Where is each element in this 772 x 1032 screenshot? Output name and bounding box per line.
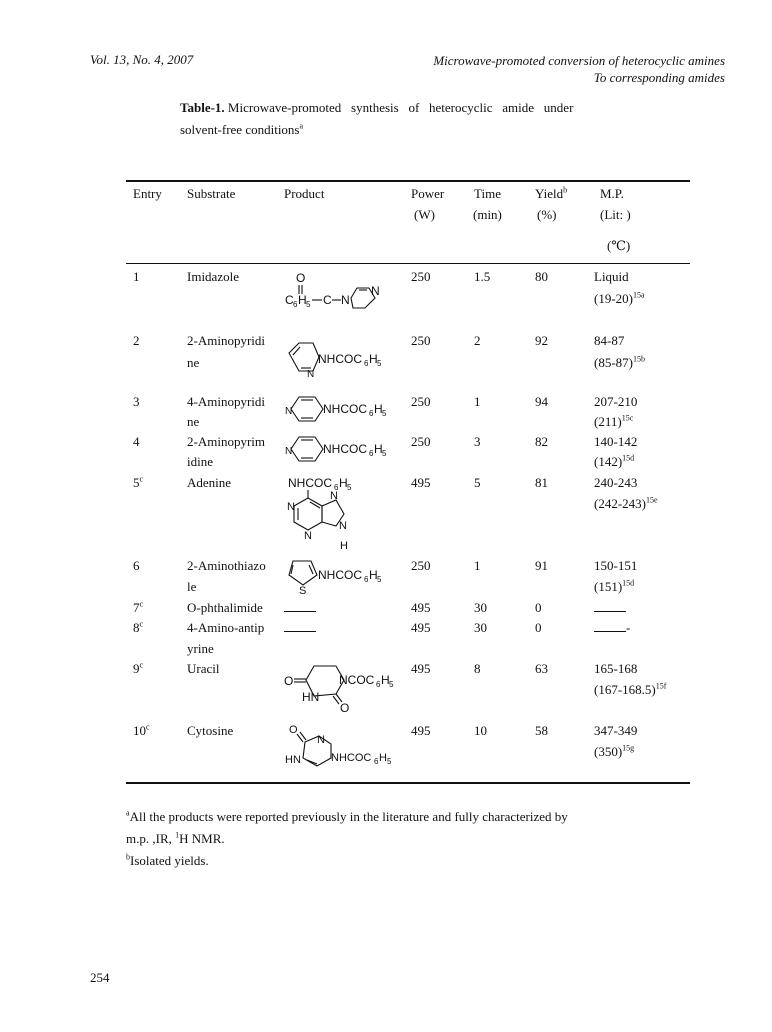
row7-entry-num: 7 <box>133 600 140 615</box>
row10-mp-lit <box>594 742 634 762</box>
footnote-a-mark: a <box>126 808 130 818</box>
row3-mp-lit <box>594 412 633 432</box>
struct10-n-label: N <box>317 734 325 746</box>
struct9-sub5: 5 <box>389 680 394 689</box>
row4-yield: 82 <box>535 434 548 449</box>
col-header-power-unit: (W) <box>414 207 435 222</box>
row9-mp-ref: 15f <box>655 681 667 691</box>
product-structure-5 <box>284 474 384 552</box>
row7-time: 30 <box>474 600 487 615</box>
row1-substrate: Imidazole <box>187 269 239 284</box>
row4-entry: 4 <box>133 434 140 449</box>
row8-substrate: 4-Amino-antip <box>187 620 265 635</box>
row8-mp-dash: - <box>626 620 631 635</box>
running-header-title-line1: Microwave-promoted conversion of heterocyclic amines <box>433 53 725 68</box>
row5-mp: 240-243 <box>594 475 638 490</box>
row6-substrate: 2-Aminothiazo <box>187 558 266 573</box>
row6-mp-lit-text: (151) <box>594 579 623 594</box>
row10-entry-mark: c <box>146 722 150 732</box>
row3-substrate-cont: ne <box>187 414 200 429</box>
struct5-nhcoc-label: NHCOC <box>288 476 332 490</box>
struct5-h-label: H <box>339 476 348 490</box>
struct10-nhcoc-label: NHCOC <box>331 752 372 764</box>
struct9-o1-label: O <box>284 674 294 688</box>
row8-substrate-cont: yrine <box>187 641 214 656</box>
col-header-mp: M.P. <box>600 186 624 201</box>
col-header-yield-mark: b <box>563 185 568 195</box>
row7-substrate: O-phthalimide <box>187 600 263 615</box>
struct1-h-label: H <box>298 293 307 307</box>
col-header-yield <box>535 184 567 204</box>
row3-time: 1 <box>474 394 481 409</box>
struct5-n1-label: N <box>287 501 295 513</box>
row9-power: 495 <box>411 661 431 676</box>
row10-mp: 347-349 <box>594 723 638 738</box>
struct6-s-label: S <box>299 585 307 597</box>
product-structure-4 <box>285 433 415 467</box>
row8-entry-mark: c <box>139 619 144 629</box>
row6-time: 1 <box>474 558 481 573</box>
row2-substrate: 2-Aminopyridi <box>187 333 265 348</box>
row1-time: 1.5 <box>474 269 491 284</box>
struct3-nhcoc-label: NHCOC <box>323 402 367 416</box>
row3-mp-lit-text: (211) <box>594 414 622 429</box>
row1-mp-lit <box>594 289 645 309</box>
col-header-time: Time <box>474 186 501 201</box>
footnote-a-text: All the products were reported previously in the literature and fully characterized by <box>129 809 568 824</box>
struct4-sub5: 5 <box>382 449 387 458</box>
struct1-sub5: 5 <box>306 300 311 309</box>
footnote-a-text2-post: H NMR. <box>179 831 225 846</box>
struct9-h-label: H <box>381 673 390 687</box>
col-header-power: Power <box>411 186 445 201</box>
row8-entry <box>133 618 143 638</box>
struct1-carbonyl-label: C <box>323 293 332 307</box>
struct2-nhcoc-label: NHCOC <box>318 352 362 366</box>
row2-substrate-cont: ne <box>187 355 200 370</box>
struct10-sub6: 6 <box>374 757 379 766</box>
running-header-right <box>433 52 725 86</box>
row4-mp-lit-text: (142) <box>594 454 623 469</box>
caption-line2 <box>180 119 612 141</box>
row3-power: 250 <box>411 394 431 409</box>
row4-substrate: 2-Aminopyrim <box>187 434 265 449</box>
row7-power: 495 <box>411 600 431 615</box>
struct5-sub5: 5 <box>347 483 352 492</box>
col-header-mp-lit: (Lit: ) <box>600 207 631 222</box>
row1-mp-lit-text: (19-20) <box>594 291 633 306</box>
row6-substrate-cont: le <box>187 579 197 594</box>
running-header-left: Vol. 13, No. 4, 2007 <box>90 52 194 67</box>
struct1-sub6: 6 <box>293 300 298 309</box>
row4-mp: 140-142 <box>594 434 638 449</box>
caption-line1 <box>180 97 612 119</box>
struct3-h-label: H <box>374 402 383 416</box>
row10-yield: 58 <box>535 723 548 738</box>
table-caption <box>180 97 612 141</box>
struct5-n3-label: N <box>304 530 312 542</box>
row4-substrate-cont: idine <box>187 454 213 469</box>
row7-yield: 0 <box>535 600 542 615</box>
struct4-sub6: 6 <box>369 449 374 458</box>
struct10-o-label: O <box>289 724 298 736</box>
struct6-sub5: 5 <box>377 575 382 584</box>
row6-mp-lit <box>594 577 634 597</box>
struct4-h-label: H <box>374 442 383 456</box>
product-structure-2 <box>285 335 415 379</box>
row5-mp-ref: 15e <box>646 495 658 505</box>
struct6-sub6: 6 <box>364 575 369 584</box>
row8-power: 495 <box>411 620 431 635</box>
col-header-entry: Entry <box>133 186 162 201</box>
row7-product-blank <box>284 598 316 618</box>
row9-entry <box>133 659 143 679</box>
row9-mp-lit-text: (167-168.5) <box>594 682 656 697</box>
col-header-yield-text: Yield <box>535 186 564 201</box>
row9-yield: 63 <box>535 661 548 676</box>
row3-mp-ref: 15c <box>621 413 634 423</box>
struct3-sub6: 6 <box>369 409 374 418</box>
struct1-o-label: O <box>296 271 306 285</box>
struct1-c-label: C <box>285 293 294 307</box>
row9-entry-mark: c <box>139 660 144 670</box>
product-structure-10 <box>285 722 415 770</box>
row9-substrate: Uracil <box>187 661 220 676</box>
struct2-h-label: H <box>369 352 378 366</box>
row5-entry-num: 5 <box>133 475 140 490</box>
caption-text-line2: solvent-free conditions <box>180 122 300 137</box>
row5-mp-lit-text: (242-243) <box>594 496 646 511</box>
row1-mp: Liquid <box>594 269 629 284</box>
row3-yield: 94 <box>535 394 548 409</box>
row5-entry-mark: c <box>139 474 144 484</box>
row10-substrate: Cytosine <box>187 723 234 738</box>
row2-power: 250 <box>411 333 431 348</box>
table-top-rule <box>126 180 690 182</box>
row6-mp-ref: 15d <box>622 578 635 588</box>
struct6-h-label: H <box>369 568 378 582</box>
footnote-a <box>126 806 568 828</box>
footnote-a-cont <box>126 828 225 850</box>
struct2-n-label: N <box>307 369 315 380</box>
row10-mp-ref: 15g <box>622 743 635 753</box>
row5-yield: 81 <box>535 475 548 490</box>
row3-mp: 207-210 <box>594 394 638 409</box>
row8-time: 30 <box>474 620 487 635</box>
row5-power: 495 <box>411 475 431 490</box>
row8-product-blank <box>284 618 316 638</box>
row10-time: 10 <box>474 723 487 738</box>
row1-power: 250 <box>411 269 431 284</box>
table-bottom-rule <box>126 782 690 784</box>
caption-text-line1: Microwave-promoted synthesis of heterocyclic amide under <box>227 100 574 115</box>
struct3-n-label: N <box>285 406 293 417</box>
footnote-b-text: Isolated yields. <box>130 853 209 868</box>
row5-substrate: Adenine <box>187 475 232 490</box>
struct4-nhcoc-label: NHCOC <box>323 442 367 456</box>
footnote-a-text2-pre: m.p. ,IR, <box>126 831 176 846</box>
row10-power: 495 <box>411 723 431 738</box>
struct9-ncoc-label: NCOC <box>339 673 375 687</box>
struct6-nhcoc-label: NHCOC <box>318 568 362 582</box>
row4-power: 250 <box>411 434 431 449</box>
struct9-hn-label: HN <box>302 690 320 704</box>
footnote-a-text2-sup: 1 <box>175 830 180 840</box>
row2-mp: 84-87 <box>594 333 625 348</box>
col-header-product: Product <box>284 186 325 201</box>
row9-entry-num: 9 <box>133 661 140 676</box>
struct10-sub5: 5 <box>387 757 392 766</box>
row6-entry: 6 <box>133 558 140 573</box>
row7-mp-blank <box>594 598 626 618</box>
footnote-b-mark: b <box>126 852 130 862</box>
row4-mp-lit <box>594 452 634 472</box>
row4-mp-ref: 15d <box>622 453 635 463</box>
struct4-n-label: N <box>285 446 293 457</box>
row9-mp-lit <box>594 680 666 700</box>
struct9-sub6: 6 <box>376 680 381 689</box>
struct5-h9-label: H <box>340 540 348 552</box>
row6-mp: 150-151 <box>594 558 638 573</box>
row7-entry-mark: c <box>139 599 144 609</box>
row2-entry: 2 <box>133 333 140 348</box>
row5-mp-lit <box>594 494 658 514</box>
struct3-sub5: 5 <box>382 409 387 418</box>
row3-entry: 3 <box>133 394 140 409</box>
row10-entry-num: 10 <box>133 723 146 738</box>
running-header-title-line2: To corresponding amides <box>593 70 725 85</box>
col-header-yield-unit: (%) <box>537 207 557 222</box>
row1-yield: 80 <box>535 269 548 284</box>
row1-entry: 1 <box>133 269 140 284</box>
row7-entry <box>133 598 143 618</box>
row9-time: 8 <box>474 661 481 676</box>
struct9-o2-label: O <box>340 701 350 715</box>
table-header-rule <box>126 263 690 264</box>
row4-time: 3 <box>474 434 481 449</box>
page-number: 254 <box>90 970 110 985</box>
struct5-n9-label: N <box>339 520 347 532</box>
col-header-mp-unit: (℃) <box>607 238 631 253</box>
struct2-sub6: 6 <box>364 359 369 368</box>
row2-yield: 92 <box>535 333 548 348</box>
row6-power: 250 <box>411 558 431 573</box>
struct2-sub5: 5 <box>377 359 382 368</box>
row3-substrate: 4-Aminopyridi <box>187 394 265 409</box>
product-structure-9 <box>284 662 414 718</box>
col-header-time-unit: (min) <box>473 207 502 222</box>
struct1-n2-label: N <box>371 284 380 298</box>
struct5-sub6: 6 <box>334 483 339 492</box>
row5-time: 5 <box>474 475 481 490</box>
footnote-b <box>126 850 209 872</box>
struct5-n7-label: N <box>330 490 338 502</box>
row9-mp: 165-168 <box>594 661 638 676</box>
row8-yield: 0 <box>535 620 542 635</box>
row2-mp-lit-text: (85-87) <box>594 355 633 370</box>
row8-mp <box>594 618 630 638</box>
product-structure-3 <box>285 393 415 427</box>
product-structure-1 <box>285 268 395 318</box>
row2-mp-lit <box>594 353 645 373</box>
row10-mp-lit-text: (350) <box>594 744 623 759</box>
row5-entry <box>133 473 143 493</box>
col-header-substrate: Substrate <box>187 186 236 201</box>
row10-entry <box>133 721 150 741</box>
row1-mp-ref: 15a <box>633 290 645 300</box>
struct10-hn-label: HN <box>285 754 301 766</box>
caption-footnote-mark: a <box>299 121 304 131</box>
struct10-h-label: H <box>379 752 387 764</box>
row8-entry-num: 8 <box>133 620 140 635</box>
product-structure-6 <box>285 557 415 595</box>
struct1-n-label: N <box>341 293 350 307</box>
row2-time: 2 <box>474 333 481 348</box>
caption-label: Table-1. <box>180 100 225 115</box>
row2-mp-ref: 15b <box>633 354 645 364</box>
row6-yield: 91 <box>535 558 548 573</box>
